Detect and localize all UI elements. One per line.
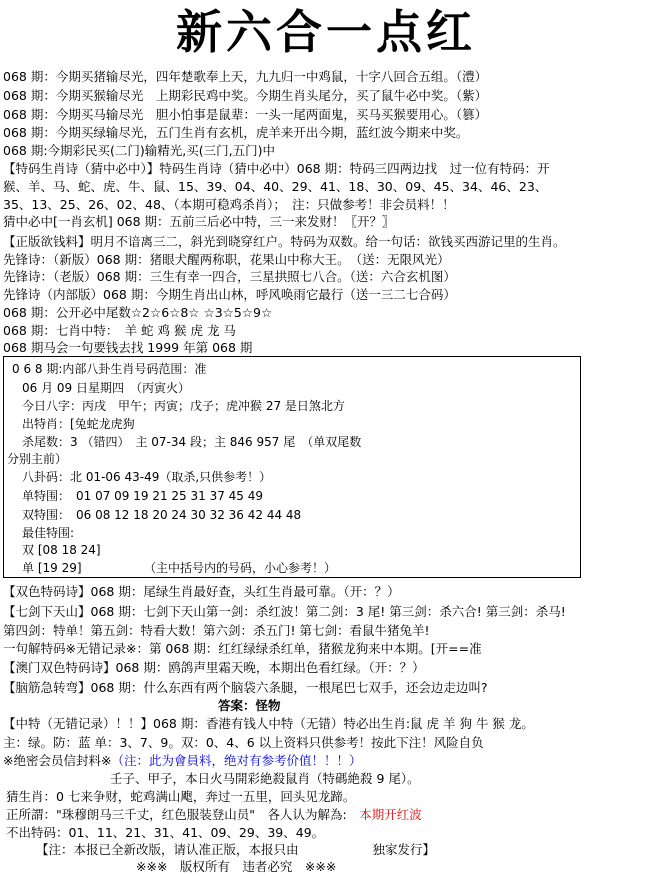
box-line: 单特围： 01 07 09 19 21 25 31 37 45 49	[22, 489, 264, 503]
member-notice	[3, 752, 361, 770]
text-line: 068 期：今期买马输尽光 胆小怕事是鼠辈：一头一尾两面鬼，买马买猴要用心。（篡）	[3, 107, 488, 122]
box-line: 最佳特围:	[22, 526, 75, 540]
box-line: 0 6 8 期:内部八卦生肖号码范围：准	[12, 362, 207, 376]
zhengsuo-quote: "珠穆朗马三千丈，红色服装登山员"	[56, 807, 256, 822]
text-line: 猜中必中[一肖玄机] 068 期：五前三后必中特，三一来发财！〖开？〗	[3, 214, 395, 229]
text-line: 068 期：七肖中特： 羊 蛇 鸡 猴 虎 龙 马	[3, 323, 236, 338]
text-line: 068 期：公开必中尾数☆2☆6☆8☆ ☆3☆5☆9☆	[3, 305, 273, 320]
text-line: 【七剑下天山】068 期：七剑下天山第一剑：杀红波！第二剑：3 尾! 第三剑：杀六合! 第三剑：杀马!	[3, 604, 566, 619]
text-line: 068 期:今期彩民买(二门)输精光,买(三门,五门)中	[3, 143, 275, 158]
text-line: 主：绿。防：蓝 单：3、7、9。双：0、4、6 以上资料只供参考！按此下注！风险自负	[3, 735, 484, 750]
box-line: 分别主前）	[7, 452, 68, 466]
box-line: 双特围： 06 08 12 18 20 24 30 32 36 42 44 48	[22, 508, 302, 522]
text-line: 先锋诗：（老版）068 期：三生有幸一四合，三星拱照七八合。（送：六合玄机图）	[3, 269, 456, 284]
box-note: （主中括号内的号码，小心参考！）	[144, 561, 337, 575]
box-line: 出特肖：[兔蛇龙虎狗	[22, 417, 135, 431]
member-prefix: ※绝密会员信封料※	[3, 753, 112, 768]
text-line: 35、13、25、26、02、48、（本期可稳鸡杀肖）； 注：只做参考！非会员料！！	[3, 197, 455, 212]
guess-line: 猜生肖：0 七来争财，蛇鸡满山飑，奔过一五里，回头见龙蹄。	[6, 789, 356, 804]
text-line: 【正版欲钱料】明月不谙离三二，斜光到晓穿红户。特码为双数。给一句话：欲钱买西游记里的生肖。	[3, 234, 566, 249]
text-line: 猴、羊、马、蛇、虎、牛、鼠、15、39、04、40、29、41、18、30、09、45、34、46、23、	[3, 179, 548, 194]
zhengsuo-line	[6, 806, 422, 824]
text-line: 【特码生肖诗（猜中必中）】特码生肖诗（猜中必中）068 期：特码三四两边找 过一位有特码：开	[3, 161, 550, 176]
answer-text: 答案：怪物	[218, 698, 281, 713]
box-line: 06 月 09 日星期四 （丙寅火）	[22, 381, 190, 395]
notice-tail: 独家发行】	[372, 842, 436, 857]
text-line: 先锋诗（内部版）068 期：今期生肖出山林，呼风唤雨它最行（送一三二七合码）	[3, 287, 456, 302]
page-title: 新六合一点红	[176, 5, 476, 59]
box-line: 今日八字：丙戌 甲午；丙寅；戊子；虎冲猴 27 是日煞北方	[22, 399, 345, 413]
text-line: 【脑筋急转弯】068 期：什么东西有两个脑袋六条腿，一根尾巴七双手，还会边走边叫?	[3, 680, 488, 695]
footer-line: ※※※ 版权所有 违者必究 ※※※	[136, 859, 337, 874]
bagua-box	[3, 356, 581, 578]
zhengsuo-prefix: 正所謂：	[6, 807, 57, 822]
text-line: 068 期：今期买猴输尽光 上期彩民鸡中奖。今期生肖头尾分，买了鼠牛必中奖。（紫）	[3, 88, 488, 103]
buchu-line: 不出特码：01、11、21、31、41、09、29、39、49。	[6, 825, 325, 840]
member-text: （注：此为會員料，绝对有参考价值！！！）	[111, 753, 362, 768]
seal-line: 壬子、甲子，本日火马開彩絶殺鼠肖（特碼絶殺 9 尾）。	[110, 771, 420, 786]
text-line: 【澳门双色特码诗】068 期：鸥鸽声里霜天晚，本期出色看红绿。（开：？）	[3, 660, 425, 675]
notice-line	[36, 841, 435, 859]
box-line: 八卦码：北 01-06 43-49（取杀,只供参考！）	[22, 470, 272, 484]
text-line: 068 期：今期买绿输尽光，五门生肖有玄机，虎羊来开出今期，蓝红波今期来中奖。	[3, 125, 469, 140]
zhengsuo-result: 本期开红波	[359, 807, 422, 822]
text-line: 先锋诗：（新版）068 期：猪眼犬醒两称职，花果山中称大王。 （送：无限风光）	[3, 252, 450, 267]
text-line: 【中特（无错记录）！！】068 期：香港有钱人中特（无错）特必出生肖:鼠 虎 羊 狗 牛 猴 龙。	[3, 716, 534, 731]
text-line: 【双色特码诗】068 期：尾绿生肖最好查，头红生肖最可靠。（开：？）	[3, 584, 400, 599]
box-line: 杀尾数：3 （错四） 主 07-34 段；主 846 957 尾 （单双尾数	[22, 435, 362, 449]
zhengsuo-mid: 各人认为解為:	[267, 807, 347, 822]
box-line: 单 [19 29]	[22, 561, 82, 575]
notice-text: 【注：本报已全新改版，请认准正版，本报只由	[36, 842, 299, 857]
text-line: 068 期马会一句要钱去找 1999 年第 068 期	[3, 340, 253, 355]
box-line: 双 [08 18 24]	[22, 543, 101, 557]
text-line: 068 期：今期买猪输尽光，四年楚歌奉上天，九九归一中鸡鼠，十字八回合五组。（澧）	[3, 69, 488, 84]
text-line: 一句解特码※无错记录※：第 068 期：红红绿绿杀红单，猪猴龙狗来中本期。[开==准	[3, 641, 482, 656]
text-line: 第四剑：特单！第五剑：特看大数！第六剑：杀五门! 第七剑：看鼠牛猪兔羊!	[3, 623, 430, 638]
